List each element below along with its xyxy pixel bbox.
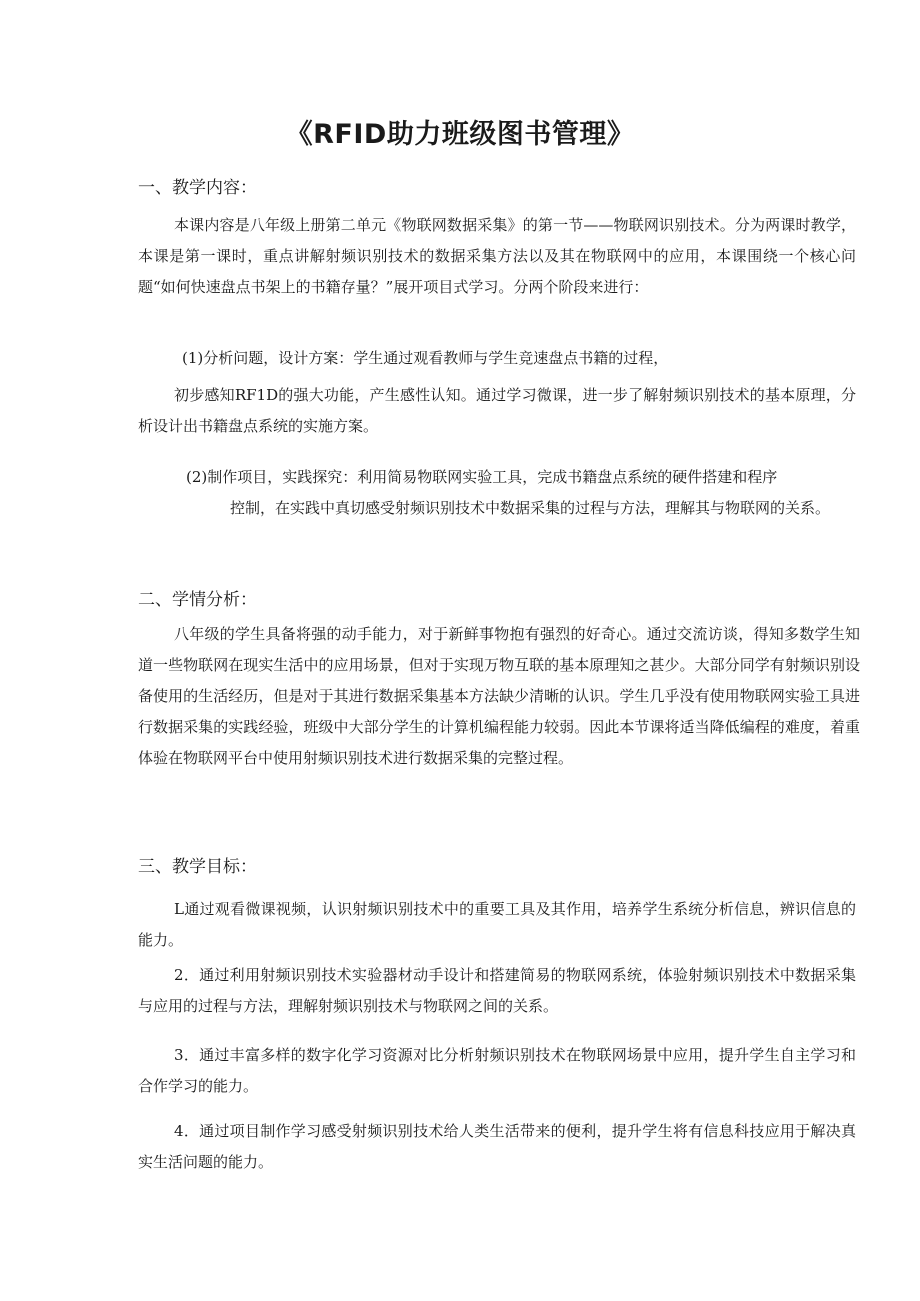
analysis-paragraph: 八年级的学生具备将强的动手能力，对于新鲜事物抱有强烈的好奇心。通过交流访谈，得知多数学生知道一些物联网在现实生活中的应用场景，但对于实现万物互联的基本原理知之甚少。大部分同学有射频识别设备使用的生活经历，但是对于其进行数据采集基本方法缺少清晰的认识。学生几乎没有使用物联网实验工具进行数据采集的实践经验，班级中大部分学生的计算机编程能力较弱。因此本节课将适当降低编程的难度，着重体验在物联网平台中使用射频识别技术进行数据采集的完整过程。 bbox=[138, 625, 860, 767]
goal-item-1: L通过观看微课视频，认识射频识别技术中的重要工具及其作用，培养学生系统分析信息，辨识信息的能力。 bbox=[138, 900, 856, 949]
stage2-paragraph: 控制，在实践中真切感受射频识别技术中数据采集的过程与方法，理解其与物联网的关系。 bbox=[230, 499, 831, 517]
stage1-paragraph: 初步感知RF1D的强大功能，产生感性认知。通过学习微课，进一步了解射频识别技术的基本原理，分析设计出书籍盘点系统的实施方案。 bbox=[138, 386, 856, 435]
goal-item-3: 3．通过丰富多样的数字化学习资源对比分析射频识别技术在物联网场景中应用，提升学生自主学习和合作学习的能力。 bbox=[138, 1046, 856, 1095]
stage2-first-line: (2)制作项目，实践探究：利用简易物联网实验工具，完成书籍盘点系统的硬件搭建和程序 bbox=[186, 468, 778, 486]
goal-item-2: 2．通过利用射频识别技术实验器材动手设计和搭建简易的物联网系统，体验射频识别技术中数据采集与应用的过程与方法，理解射频识别技术与物联网之间的关系。 bbox=[138, 966, 856, 1015]
document-title: 《RFID助力班级图书管理》 bbox=[285, 119, 635, 150]
content-intro-paragraph: 本课内容是八年级上册第二单元《物联网数据采集》的第一节——物联网识别技术。分为两课时教学，本课是第一课时，重点讲解射频识别技术的数据采集方法以及其在物联网中的应用，本课围绕一个核心问题“如何快速盘点书架上的书籍存量？”展开项目式学习。分两个阶段来进行： bbox=[138, 216, 856, 296]
section-heading-analysis: 二、学情分析： bbox=[138, 590, 257, 610]
stage1-first-line: (1)分析问题，设计方案：学生通过观看教师与学生竞速盘点书籍的过程， bbox=[182, 349, 669, 367]
section-heading-goals: 三、教学目标： bbox=[138, 857, 257, 877]
section-heading-content: 一、教学内容： bbox=[138, 178, 257, 198]
goal-item-4: 4．通过项目制作学习感受射频识别技术给人类生活带来的便利，提升学生将有信息科技应用于解决真实生活问题的能力。 bbox=[138, 1122, 856, 1171]
